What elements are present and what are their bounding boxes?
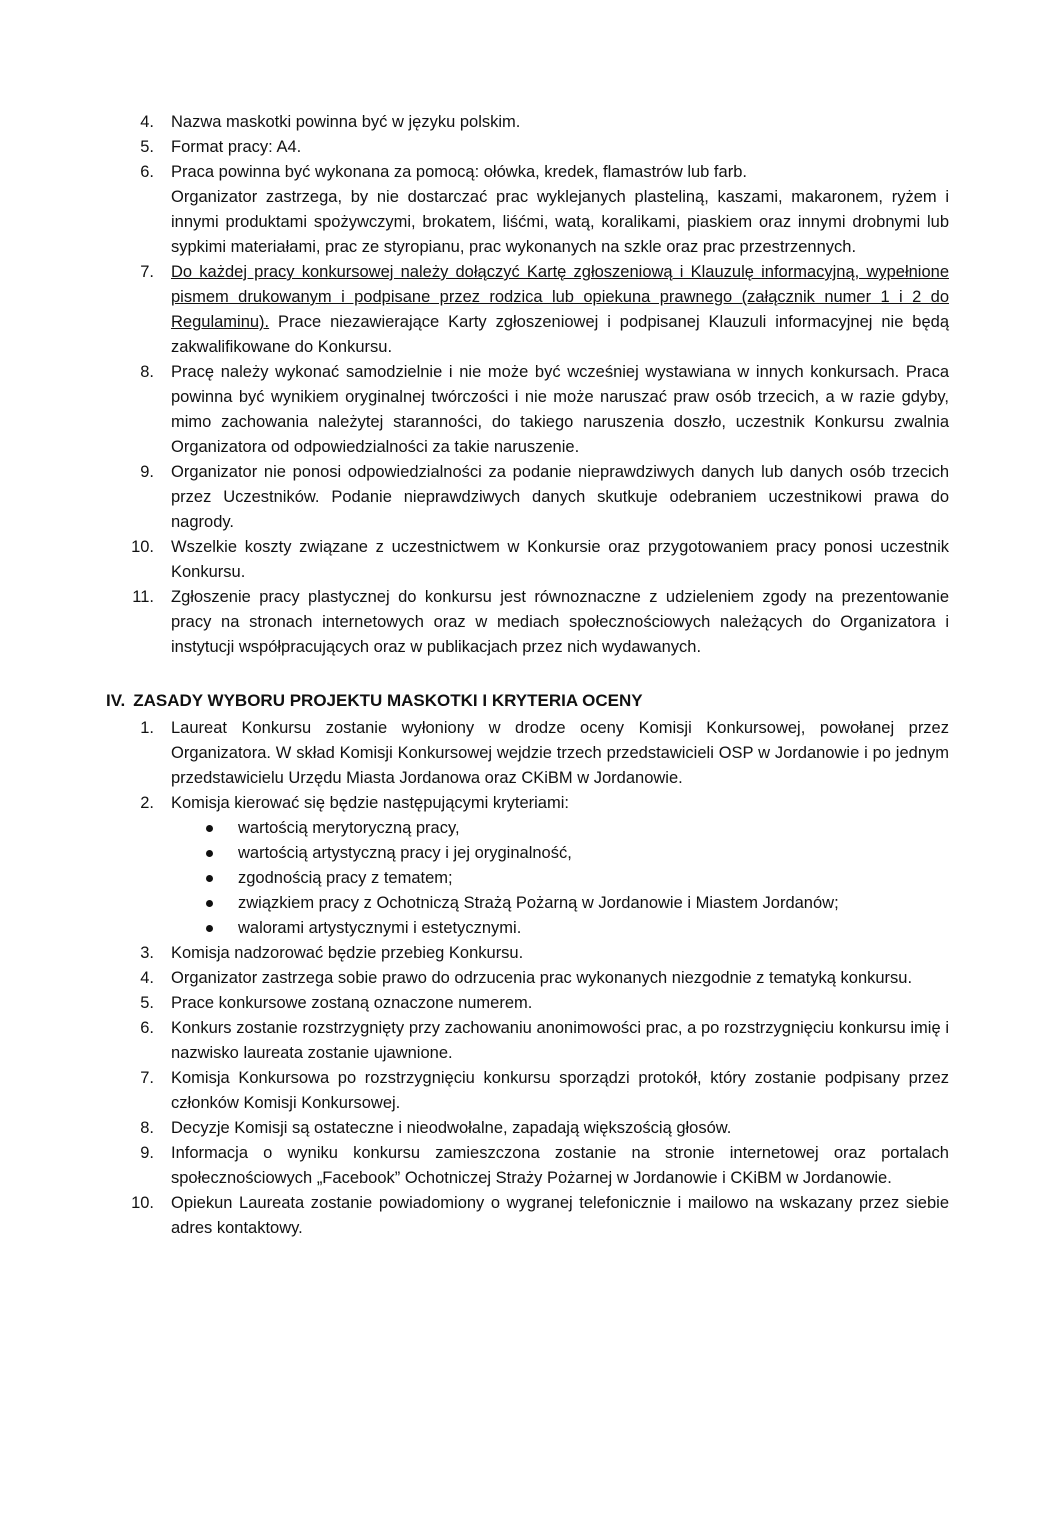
item-text: Opiekun Laureata zostanie powiadomiony o wygranej telefonicznie i mailowo na wskazany przez siebie adres kontaktowy. [171, 1194, 949, 1237]
criteria-item: związkiem pracy z Ochotniczą Strażą Pożarną w Jordanowie i Miastem Jordanów; [171, 891, 949, 916]
list-item [0, 135, 949, 160]
item-number: 7. [140, 1069, 154, 1087]
item-text: Decyzje Komisji są ostateczne i nieodwołalne, zapadają większością głosów. [171, 1119, 732, 1137]
item-text: Prace konkursowe zostaną oznaczone numerem. [171, 994, 533, 1012]
item-text: Wszelkie koszty związane z uczestnictwem w Konkursie oraz przygotowaniem pracy ponosi uczestnik Konkursu. [171, 538, 949, 581]
bullet-icon [206, 925, 213, 932]
item-text: Format pracy: A4. [171, 138, 302, 156]
bullet-icon [206, 900, 213, 907]
section-number: IV. [106, 691, 126, 710]
item-number: 6. [140, 163, 154, 181]
item-text: Komisja nadzorować będzie przebieg Konkursu. [171, 944, 524, 962]
item-text: Konkurs zostanie rozstrzygnięty przy zachowaniu anonimowości prac, a po rozstrzygnięciu konkursu imię i nazwisko laureata zostanie ujawnione. [171, 1019, 949, 1062]
list-item [0, 966, 949, 991]
item-number: 4. [140, 969, 154, 987]
section-heading [106, 688, 1055, 713]
list-item [0, 260, 949, 360]
item-text: Organizator nie ponosi odpowiedzialności za podanie nieprawdziwych danych lub danych osób trzecich przez Uczestników. Podanie nieprawdziwych danych skutkuje odebraniem uczestnikowi prawa do nagrody. [171, 463, 949, 531]
bullet-icon [206, 825, 213, 832]
bullet-icon [206, 875, 213, 882]
criteria-item: zgodnością pracy z tematem; [171, 866, 949, 891]
item-number: 1. [140, 719, 154, 737]
list-item [0, 585, 949, 660]
item-number: 9. [140, 1144, 154, 1162]
list-item [0, 460, 949, 535]
item-text: Zgłoszenie pracy plastycznej do konkursu jest równoznaczne z udzieleniem zgody na prezentowanie pracy na stronach internetowych oraz w mediach społecznościowych należących do Organizatora i instytucji współpracujących oraz w publikacjach przez nich wydawanych. [171, 588, 949, 656]
item-number: 9. [140, 463, 154, 481]
item-number: 8. [140, 363, 154, 381]
list-item [0, 716, 949, 791]
item-text: Organizator zastrzega sobie prawo do odrzucenia prac wykonanych niezgodnie z tematyką konkursu. [171, 969, 913, 987]
item-text: Informacja o wyniku konkursu zamieszczona zostanie na stronie internetowej oraz portalach społecznościowych „Facebook” Ochotniczej Straży Pożarnej w Jordanowie i CKiBM w Jordanowie. [171, 1144, 949, 1187]
list-item [0, 1116, 949, 1141]
item-text: Komisja Konkursowa po rozstrzygnięciu konkursu sporządzi protokół, który zostanie podpisany przez członków Komisji Konkursowej. [171, 1069, 949, 1112]
item-number: 6. [140, 1019, 154, 1037]
item-text: Praca powinna być wykonana za pomocą: ołówka, kredek, flamastrów lub farb. [171, 163, 747, 181]
item-number: 2. [140, 794, 154, 812]
item-text-rest: Prace niezawierające Karty zgłoszeniowej i podpisanej Klauzuli informacyjnej nie będą zakwalifikowane do Konkursu. [171, 313, 949, 356]
item-number: 4. [140, 113, 154, 131]
list-item [0, 1141, 949, 1191]
list-item [0, 1066, 949, 1116]
bullet-icon [206, 850, 213, 857]
item-number: 8. [140, 1119, 154, 1137]
criteria-list [171, 816, 949, 941]
criteria-item: wartością artystyczną pracy i jej oryginalność, [171, 841, 949, 866]
item-text: Laureat Konkursu zostanie wyłoniony w drodze oceny Komisji Konkursowej, powołanej przez Organizatora. W skład Komisji Konkursowej wejdzie trzech przedstawicieli OSP w Jordanowie i po jednym przedstawicielu Urzędu Miasta Jordanowa oraz CKiBM w Jordanowie. [171, 719, 949, 787]
underlined-requirement: Do każdej pracy konkursowej należy dołączyć Kartę zgłoszeniową i Klauzulę informacyjną, wypełnione pismem drukowanym i podpisane przez rodzica lub opiekuna prawnego (załącznik numer 1 i 2 do Regulaminu). [171, 263, 949, 331]
list-item [0, 941, 949, 966]
list-item [0, 110, 949, 135]
item-number: 10. [131, 538, 154, 556]
item-number: 5. [140, 994, 154, 1012]
list-item [0, 991, 949, 1016]
item-number: 5. [140, 138, 154, 156]
item-text-extra: Organizator zastrzega, by nie dostarczać prac wyklejanych plasteliną, kaszami, makaronem, ryżem i innymi produktami spożywczymi, brokatem, liśćmi, watą, koralikami, piaskiem oraz innymi drobnymi lub sypkimi materiałami, prac ze styropianu, prac wykonanych na szkle oraz prac przestrzennych. [171, 188, 949, 256]
criteria-item: walorami artystycznymi i estetycznymi. [171, 916, 949, 941]
list-item [0, 535, 949, 585]
item-number: 11. [132, 588, 154, 606]
item-number: 7. [140, 263, 154, 281]
criteria-item: wartością merytoryczną pracy, [171, 816, 949, 841]
list-item [0, 360, 949, 460]
list-item [0, 1016, 949, 1066]
item-number: 3. [140, 944, 154, 962]
document-content [0, 110, 1055, 1241]
item-text [171, 260, 949, 360]
item-text: Komisja kierować się będzie następującymi kryteriami: [171, 794, 569, 812]
item-number: 10. [131, 1194, 154, 1212]
section-title: ZASADY WYBORU PROJEKTU MASKOTKI I KRYTERIA OCENY [133, 691, 643, 710]
list-item [0, 1191, 949, 1241]
item-text: Nazwa maskotki powinna być w języku polskim. [171, 113, 521, 131]
list-item [0, 791, 949, 941]
item-text: Pracę należy wykonać samodzielnie i nie może być wcześniej wystawiana w innych konkursach. Praca powinna być wynikiem oryginalnej twórczości i nie może naruszać praw osób trzecich, a w razie gdyby, mimo zachowania należytej staranności, do takiego naruszenia doszło, uczestnik Konkursu zwalnia Organizatora od odpowiedzialności za takie naruszenie. [171, 363, 949, 456]
list-item [0, 160, 949, 260]
